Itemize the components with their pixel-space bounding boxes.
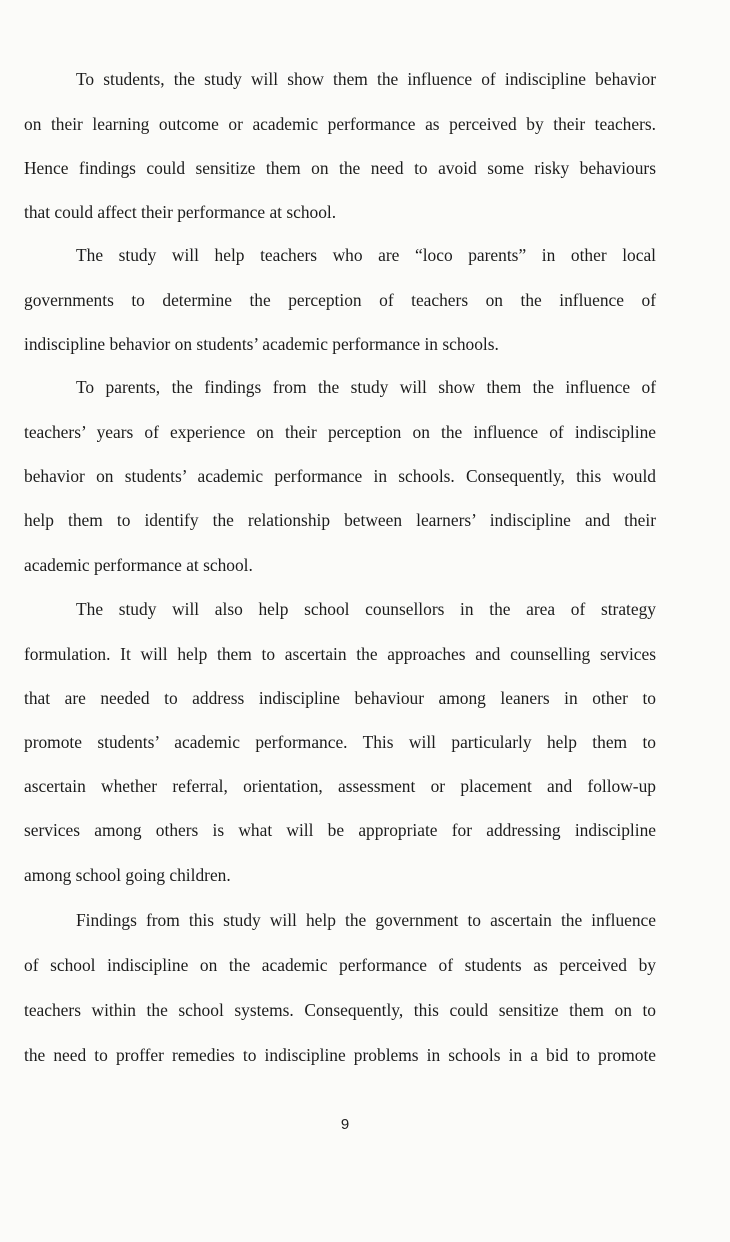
text-line: academic performance at school. — [24, 555, 253, 575]
text-line: the need to proffer remedies to indiscipline problems in schools in a bid to promote — [24, 1045, 656, 1065]
text-line: The study will help teachers who are “loco parents” in other local — [76, 245, 656, 265]
text-line: teachers within the school systems. Consequently, this could sensitize them on to — [24, 1000, 656, 1020]
text-line: of school indiscipline on the academic performance of students as perceived by — [24, 955, 656, 975]
text-line: promote students’ academic performance. This will particularly help them to — [24, 732, 656, 752]
text-line: indiscipline behavior on students’ academic performance in schools. — [24, 334, 499, 354]
text-line: ascertain whether referral, orientation, assessment or placement and follow-up — [24, 776, 656, 796]
text-line: formulation. It will help them to ascertain the approaches and counselling services — [24, 644, 656, 664]
text-line: on their learning outcome or academic performance as perceived by their teachers. — [24, 114, 656, 134]
text-line: help them to identify the relationship between learners’ indiscipline and their — [24, 510, 656, 530]
text-line: Findings from this study will help the government to ascertain the influence — [76, 910, 656, 930]
text-line: that could affect their performance at school. — [24, 202, 337, 222]
text-line: among school going children. — [24, 865, 231, 885]
text-line: behavior on students’ academic performance in schools. Consequently, this would — [24, 466, 656, 486]
text-line: teachers’ years of experience on their perception on the influence of indiscipline — [24, 422, 656, 442]
text-line: that are needed to address indiscipline behaviour among leaners in other to — [24, 688, 656, 708]
text-line: services among others is what will be appropriate for addressing indiscipline — [24, 820, 656, 840]
text-line: To students, the study will show them the influence of indiscipline behavior — [76, 69, 656, 89]
text-line: To parents, the findings from the study will show them the influence of — [76, 377, 656, 397]
text-line: governments to determine the perception of teachers on the influence of — [24, 290, 656, 310]
text-line: The study will also help school counsellors in the area of strategy — [76, 599, 656, 619]
page-number: 9 — [340, 1116, 350, 1133]
text-line: Hence findings could sensitize them on the need to avoid some risky behaviours — [24, 158, 656, 178]
